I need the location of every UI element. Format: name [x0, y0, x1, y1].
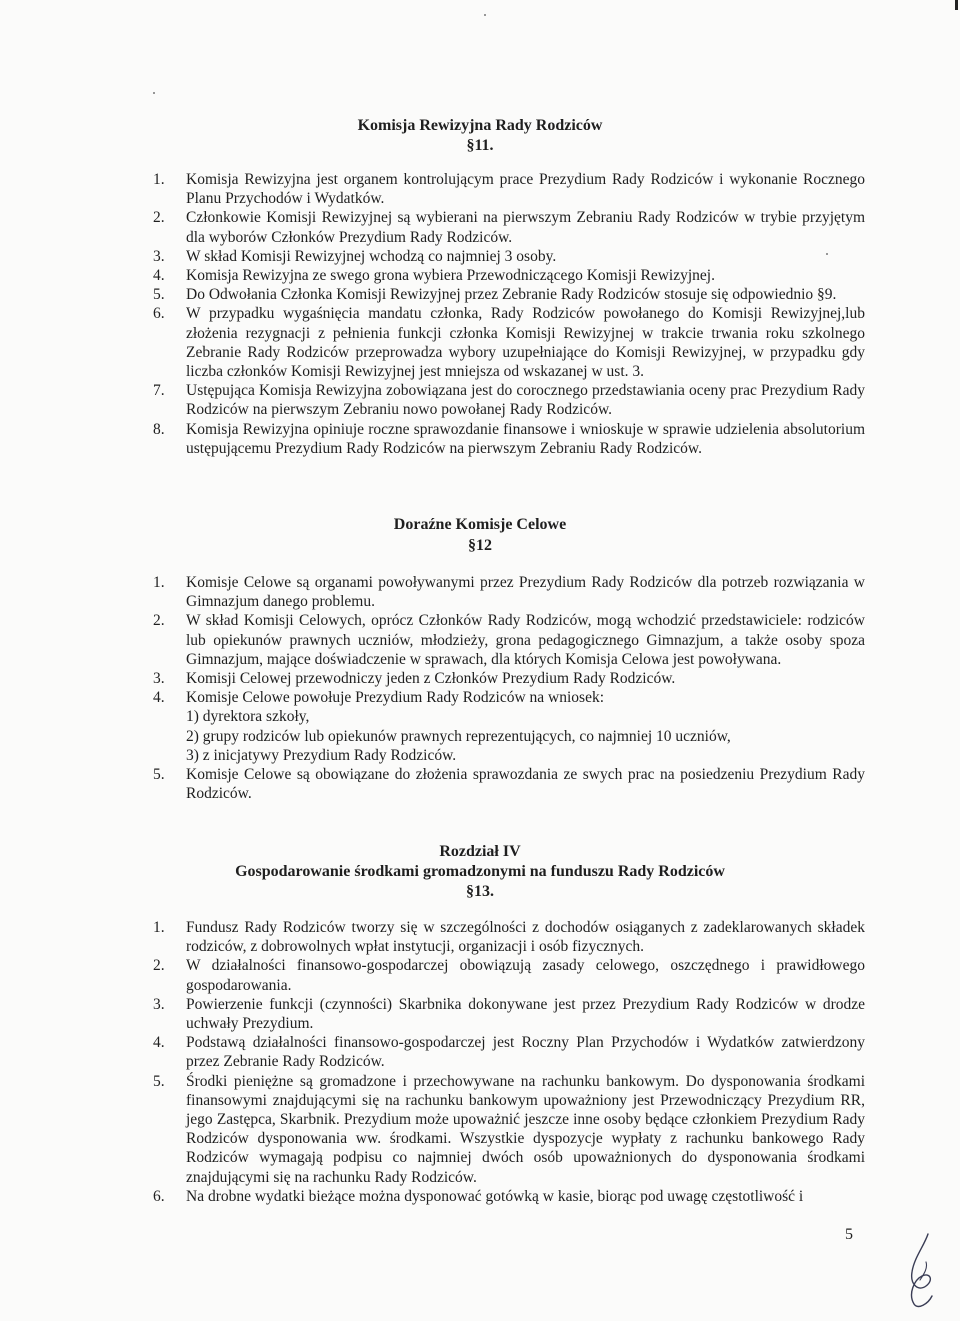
scan-speck: [484, 14, 486, 16]
section-title-gospodarowanie: Gospodarowanie środkami gromadzonymi na funduszu Rady Rodziców: [235, 863, 725, 880]
list-item: 6. Na drobne wydatki bieżące można dysponować gotówką w kasie, biorąc pod uwagę częstotliwość i: [153, 1187, 804, 1205]
list-item: 4. Podstawą działalności finansowo-gospodarczej jest Roczny Plan Przychodów i Wydatków zatwierdzony przez Zebranie Rady Rodziców.: [153, 1034, 865, 1071]
list-item: 2. W działalności finansowo-gospodarczej obowiązują zasady celowego, oszczędnego i prawidłowego gospodarowania.: [153, 957, 865, 994]
scan-edge-mark: [955, 0, 958, 10]
section-title-komisja-rewizyjna: Komisja Rewizyjna Rady Rodziców: [357, 117, 603, 134]
list-item: 3. Powierzenie funkcji (czynności) Skarbnika dokonywane jest przez Prezydium Rady Rodziców w drodze uchwały Prezydium.: [153, 995, 865, 1033]
sub-list-item: 3) z inicjatywy Prezydium Rady Rodziców.: [186, 746, 457, 764]
chapter-title: Rozdział IV: [439, 843, 521, 860]
list-item: 6. W przypadku wygaśnięcia mandatu członka, Rady Rodziców powołanego do Komisji Rewizyjnej,lub złożenia rezygnacji z pełnienia funkcji członka Komisji Rewizyjnej w trakcie trwania roku szkolnego Zebranie Rady Rodziców przeprowadza wybory uzupełniające do Komisji Rewizyjnej, w przypadku gdy liczba członków Komisji Rewizyjnej jest mniejsza od wskazanej w ust. 3.: [153, 305, 865, 381]
list-item: 1. Fundusz Rady Rodziców tworzy się w szczególności z dochodów osiąganych z zadeklarowanych składek rodziców, z dobrowolnych wpłat instytucji, organizacji i osób fizycznych.: [153, 919, 865, 956]
sub-list: [186, 707, 865, 765]
list-item: 5. Środki pieniężne są gromadzone i przechowywane na rachunku bankowym. Do dysponowania środkami finansowymi znajdującymi się na rachunku bankowym upoważniony jest Przewodniczący Prezydium RR, jego Zastępca, Skarbnik. Prezydium może upoważnić jeszcze inne osoby będące członkiem Prezydium Rady Rodziców dysponowania ww. środkami. Wszystkie dyspozycje wypłaty z rachunku bankowego Rady Rodziców wymagają podpisu co najmniej dwóch osób upoważnionych do dysponowania środkami znajdującymi się na rachunku Rady Rodziców.: [153, 1072, 865, 1186]
section-13-list: [153, 918, 865, 1206]
sub-list-item: 1) dyrektora szkoły,: [186, 708, 310, 726]
list-item: 8. Komisja Rewizyjna opiniuje roczne sprawozdanie finansowe i wnioskuje w sprawie udzielenia absolutorium ustępującemu Prezydium Rady Rodziców na pierwszym Zebraniu Rady Rodziców.: [153, 420, 865, 457]
list-item: 3. W skład Komisji Rewizyjnej wchodzą co najmniej 3 osoby.: [153, 247, 557, 265]
list-item: 1. Komisje Celowe są organami powoływanymi przez Prezydium Rady Rodziców dla potrzeb rozwiązania w Gimnazjum danego problemu.: [153, 574, 865, 611]
list-item: 4. Komisje Celowe powołuje Prezydium Rady Rodziców na wniosek: 1) dyrektora szkoły, 2) grupy rodziców lub opiekunów prawnych reprezentujących, co najmniej 10 uczniów, 3) z inicjatywy Prezydium Rady Rodziców.: [153, 688, 865, 765]
handwritten-signature: [898, 1232, 948, 1312]
list-item: 1. Komisja Rewizyjna jest organem kontrolującym prace Prezydium Rady Rodziców i wykonanie Rocznego Planu Przychodów i Wydatków.: [153, 171, 865, 208]
list-item: 2. Członkowie Komisji Rewizyjnej są wybierani na pierwszym Zebraniu Rady Rodziców w trybie przyjętym dla wyborów Członków Prezydium Rady Rodziców.: [153, 209, 865, 246]
section-title-komisje-celowe: Doraźne Komisje Celowe: [393, 516, 567, 533]
paragraph-number-13: §13.: [466, 883, 494, 900]
list-item: 4. Komisja Rewizyjna ze swego grona wybiera Przewodniczącego Komisji Rewizyjnej.: [153, 267, 715, 285]
paragraph-number-12: §12: [468, 537, 492, 554]
page-number: 5: [845, 1226, 853, 1243]
list-item: 5. Komisje Celowe są obowiązane do złożenia sprawozdania ze swych prac na posiedzeniu Prezydium Rady Rodziców.: [153, 766, 865, 803]
list-item: 3. Komisji Celowej przewodniczy jeden z Członków Prezydium Rady Rodziców.: [153, 670, 676, 688]
list-item: 2. W skład Komisji Celowych, oprócz Członków Rady Rodziców, mogą wchodzić przedstawiciele: rodziców lub opiekunów prawnych uczniów, młodzieży, grona pedagogicznego Gimnazjum, a także osoby spoza Gimnazjum, mające doświadczenie w sprawach, dla których Komisja Celowa jest powoływana.: [153, 612, 865, 668]
sub-list-item: 2) grupy rodziców lub opiekunów prawnych reprezentujących, co najmniej 10 uczniów,: [186, 727, 731, 745]
section-11-list: [153, 170, 865, 458]
section-12-list: [153, 573, 865, 803]
list-item: 7. Ustępująca Komisja Rewizyjna zobowiązana jest do corocznego przedstawiania oceny prac Prezydium Rady Rodziców na pierwszym Zebraniu nowo powołanej Rady Rodziców.: [153, 382, 865, 419]
list-item: 5. Do Odwołania Członka Komisji Rewizyjnej przez Zebranie Rady Rodziców stosuje się odpowiednio §9.: [153, 286, 837, 304]
scan-speck: [153, 92, 155, 94]
paragraph-number-11: §11.: [466, 137, 494, 154]
